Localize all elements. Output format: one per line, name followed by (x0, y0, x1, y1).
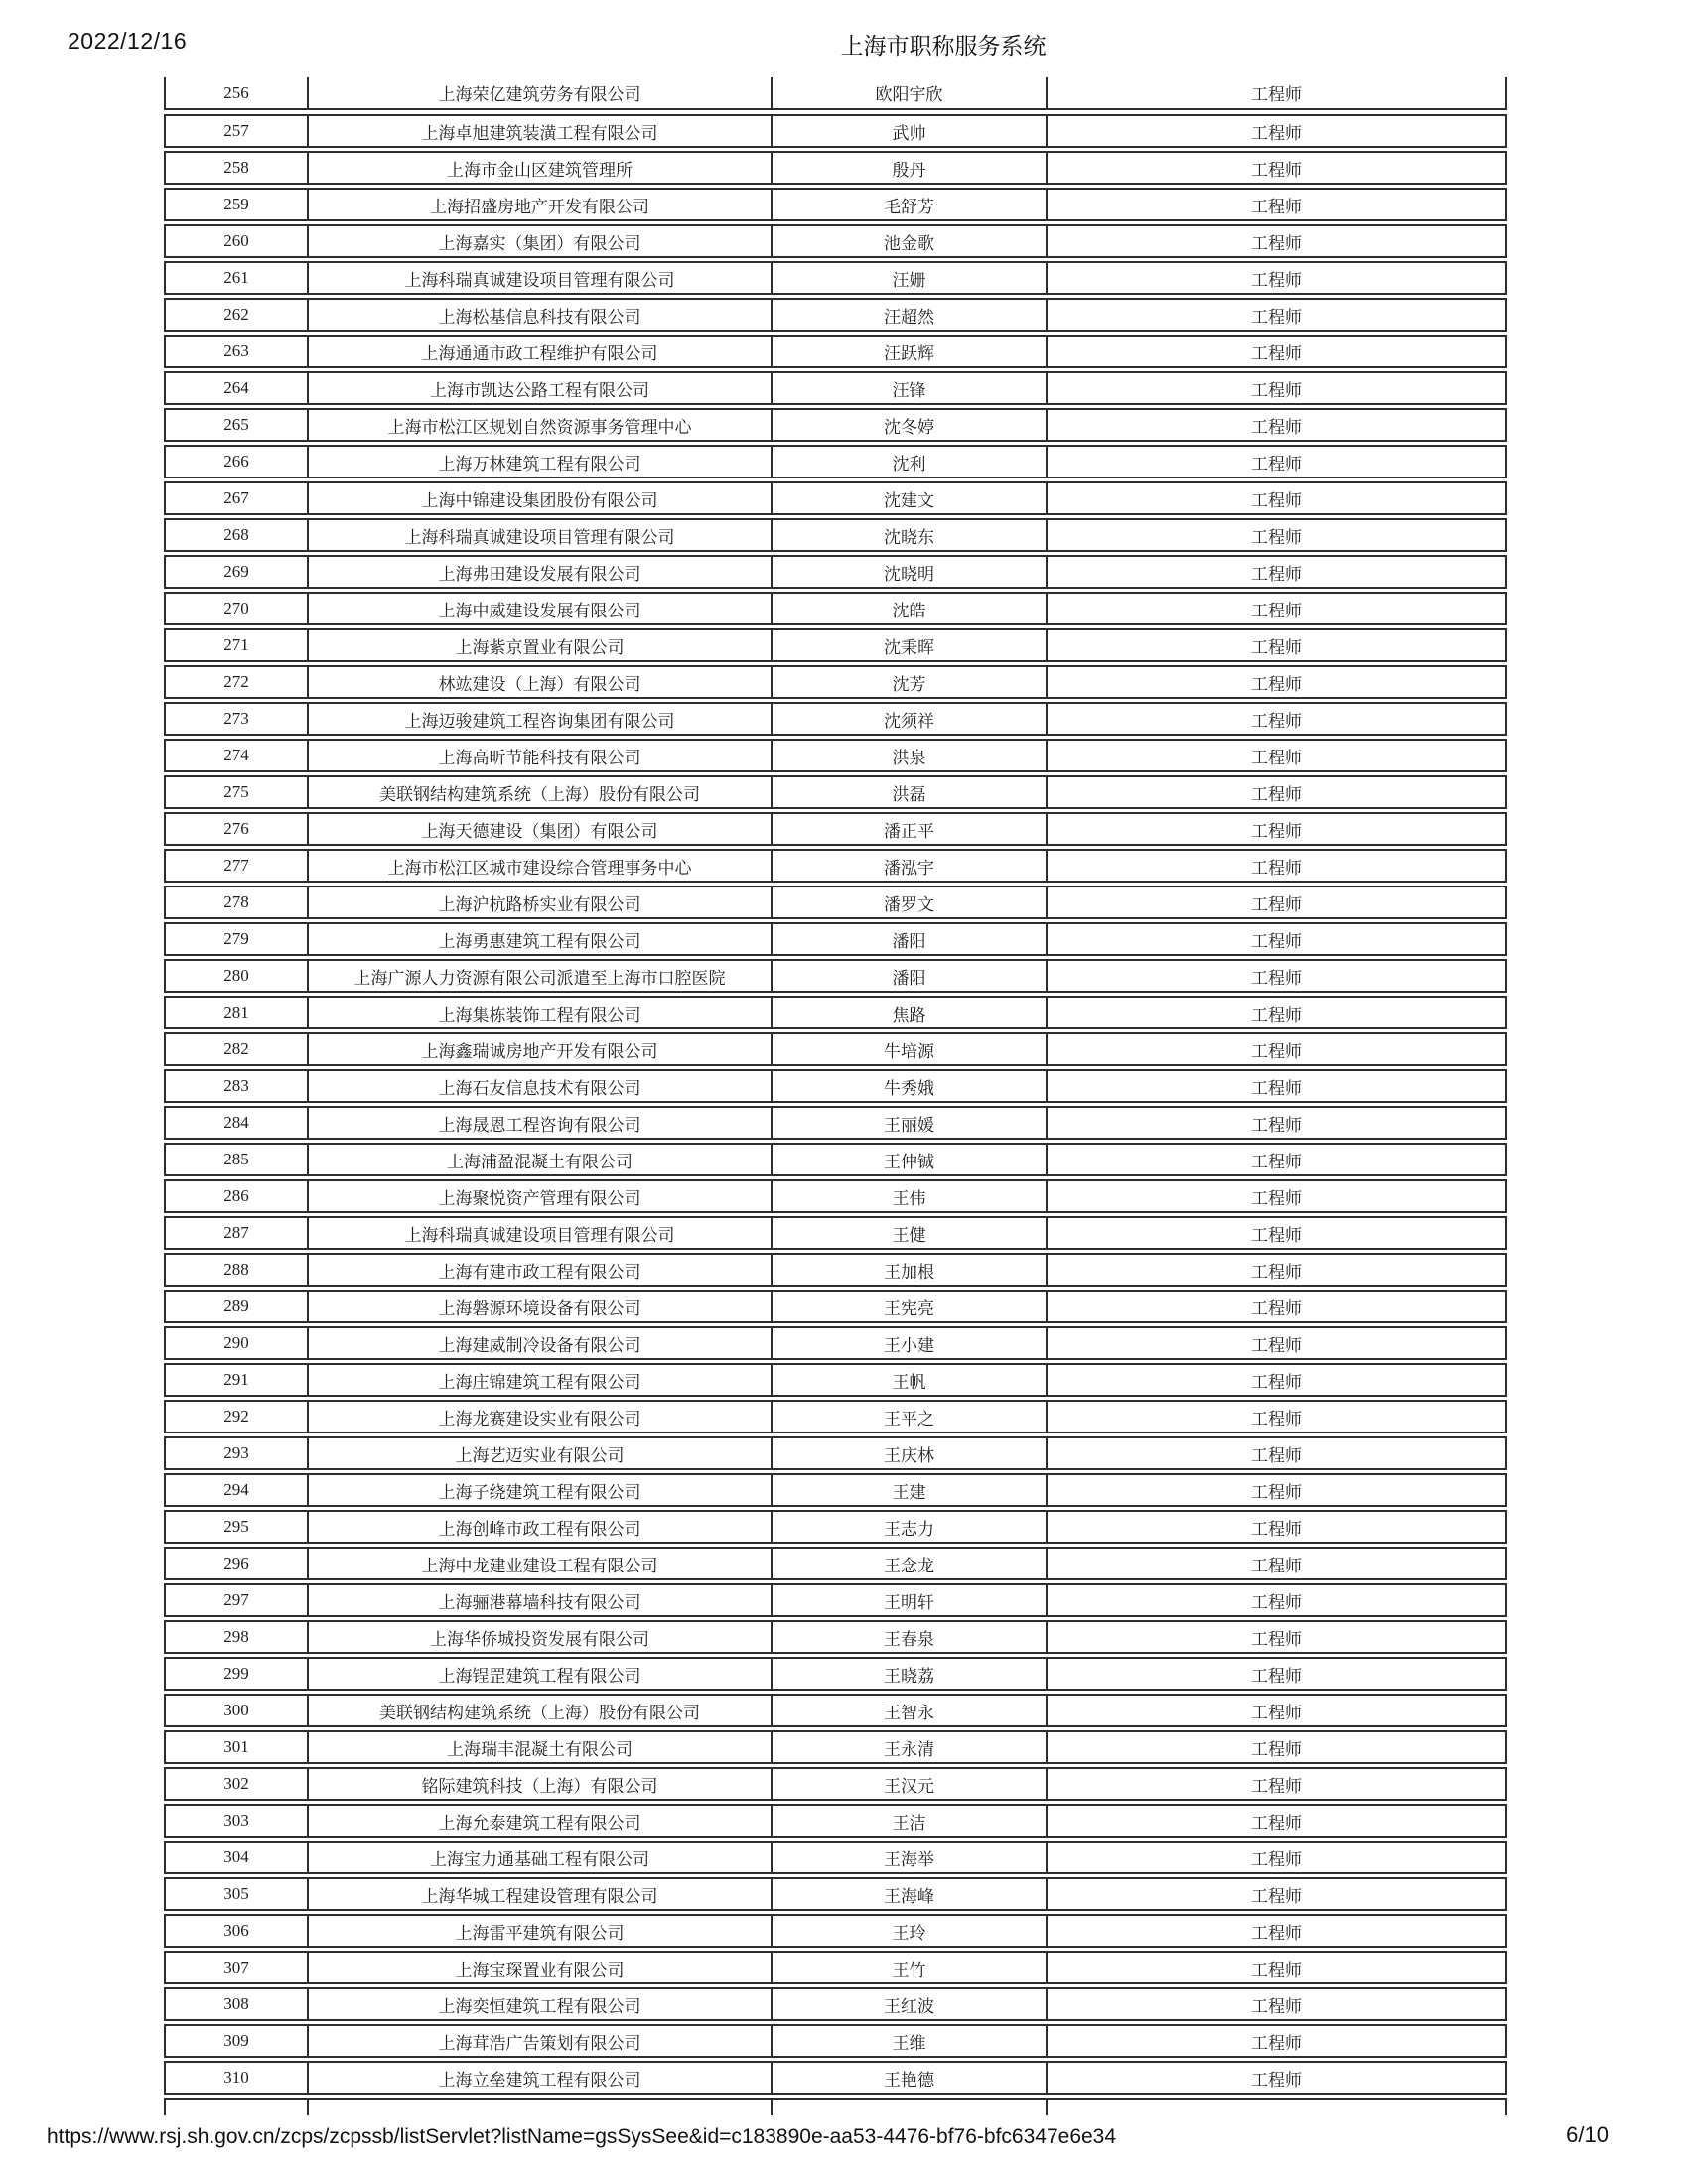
job-title-cell: 工程师 (1046, 188, 1507, 221)
person-name-cell: 牛培源 (771, 1032, 1046, 1066)
row-number-cell: 271 (164, 628, 307, 662)
row-number-cell: 296 (164, 1547, 307, 1580)
table-row (164, 1363, 1507, 1397)
company-cell: 上海锃罡建筑工程有限公司 (307, 1657, 771, 1691)
company-cell: 上海市金山区建筑管理所 (307, 151, 771, 185)
company-cell: 上海艺迈实业有限公司 (307, 1436, 771, 1470)
job-title-cell: 工程师 (1046, 959, 1507, 993)
person-name-cell: 潘正平 (771, 812, 1046, 846)
row-number-cell: 284 (164, 1106, 307, 1140)
person-name-cell: 汪跃辉 (771, 335, 1046, 368)
company-cell: 上海创峰市政工程有限公司 (307, 1510, 771, 1544)
company-cell: 上海瑞丰混凝土有限公司 (307, 1730, 771, 1764)
person-name-cell: 王宪亮 (771, 1290, 1046, 1323)
person-name-cell: 王永清 (771, 1730, 1046, 1764)
table-row (164, 628, 1507, 662)
company-cell: 上海集栋装饰工程有限公司 (307, 996, 771, 1029)
person-name-cell: 武帅 (771, 114, 1046, 148)
person-name-cell: 汪锋 (771, 371, 1046, 405)
person-name-cell: 王海举 (771, 1841, 1046, 1874)
row-number-cell: 281 (164, 996, 307, 1029)
job-title-cell: 工程师 (1046, 335, 1507, 368)
person-name-cell: 王竹 (771, 1951, 1046, 1984)
company-cell: 上海市松江区城市建设综合管理事务中心 (307, 849, 771, 883)
table-row (164, 445, 1507, 478)
partial-next-row (164, 2098, 1507, 2115)
row-number-cell: 285 (164, 1143, 307, 1176)
person-name-cell: 殷丹 (771, 151, 1046, 185)
row-number-cell: 259 (164, 188, 307, 221)
job-title-cell: 工程师 (1046, 1290, 1507, 1323)
job-title-cell: 工程师 (1046, 1547, 1507, 1580)
table-row (164, 1804, 1507, 1838)
person-name-cell: 王红波 (771, 1987, 1046, 2021)
row-number-cell: 283 (164, 1069, 307, 1103)
company-cell: 美联钢结构建筑系统（上海）股份有限公司 (307, 1694, 771, 1727)
job-title-cell: 工程师 (1046, 224, 1507, 258)
person-name-cell: 王海峰 (771, 1877, 1046, 1911)
job-title-cell: 工程师 (1046, 1914, 1507, 1948)
row-number-cell (164, 2098, 307, 2115)
job-title-cell: 工程师 (1046, 1436, 1507, 1470)
company-cell: 上海晟恩工程咨询有限公司 (307, 1106, 771, 1140)
job-title-cell: 工程师 (1046, 1767, 1507, 1801)
company-cell: 上海有建市政工程有限公司 (307, 1253, 771, 1287)
person-name-cell: 沈芳 (771, 665, 1046, 699)
job-title-cell: 工程师 (1046, 1730, 1507, 1764)
row-number-cell: 260 (164, 224, 307, 258)
row-number-cell: 287 (164, 1216, 307, 1250)
table-row (164, 1951, 1507, 1984)
company-cell: 上海中锦建设集团股份有限公司 (307, 481, 771, 515)
company-cell: 上海华城工程建设管理有限公司 (307, 1877, 771, 1911)
job-title-cell: 工程师 (1046, 261, 1507, 295)
person-name-cell: 王健 (771, 1216, 1046, 1250)
table-row (164, 996, 1507, 1029)
table-row (164, 1583, 1507, 1617)
table-row (164, 224, 1507, 258)
table-row (164, 959, 1507, 993)
person-name-cell: 王丽媛 (771, 1106, 1046, 1140)
company-cell: 上海雷平建筑有限公司 (307, 1914, 771, 1948)
job-title-cell: 工程师 (1046, 445, 1507, 478)
job-title-cell: 工程师 (1046, 1841, 1507, 1874)
row-number-cell: 268 (164, 518, 307, 552)
table-row (164, 1914, 1507, 1948)
job-title-cell: 工程师 (1046, 1106, 1507, 1140)
company-cell: 上海中威建设发展有限公司 (307, 592, 771, 625)
job-title-cell: 工程师 (1046, 1987, 1507, 2021)
row-number-cell: 261 (164, 261, 307, 295)
row-number-cell: 299 (164, 1657, 307, 1691)
person-name-cell: 沈利 (771, 445, 1046, 478)
row-number-cell: 301 (164, 1730, 307, 1764)
person-name-cell: 沈晓明 (771, 555, 1046, 589)
table-row (164, 1547, 1507, 1580)
row-number-cell: 294 (164, 1473, 307, 1507)
table-row (164, 481, 1507, 515)
table-row (164, 886, 1507, 919)
company-cell: 上海宝力通基础工程有限公司 (307, 1841, 771, 1874)
company-cell: 上海弗田建设发展有限公司 (307, 555, 771, 589)
table-row (164, 1436, 1507, 1470)
company-cell: 上海科瑞真诚建设项目管理有限公司 (307, 261, 771, 295)
table-row (164, 371, 1507, 405)
row-number-cell: 306 (164, 1914, 307, 1948)
table-row (164, 151, 1507, 185)
person-name-cell: 沈须祥 (771, 702, 1046, 736)
job-title-cell: 工程师 (1046, 849, 1507, 883)
row-number-cell: 288 (164, 1253, 307, 1287)
table-row (164, 2061, 1507, 2095)
row-number-cell: 265 (164, 408, 307, 442)
row-number-cell: 289 (164, 1290, 307, 1323)
row-number-cell: 308 (164, 1987, 307, 2021)
person-name-cell: 王艳德 (771, 2061, 1046, 2095)
job-title-cell: 工程师 (1046, 702, 1507, 736)
person-name-cell: 王维 (771, 2024, 1046, 2058)
row-number-cell: 286 (164, 1179, 307, 1213)
person-name-cell: 王帆 (771, 1363, 1046, 1397)
company-cell: 上海卓旭建筑装潢工程有限公司 (307, 114, 771, 148)
person-name-cell: 沈建文 (771, 481, 1046, 515)
job-title-cell: 工程师 (1046, 555, 1507, 589)
page-title: 上海市职称服务系统 (840, 33, 1047, 59)
table-row (164, 1069, 1507, 1103)
person-name-cell: 沈晓东 (771, 518, 1046, 552)
table-row (164, 1767, 1507, 1801)
row-number-cell: 291 (164, 1363, 307, 1397)
row-number-cell: 274 (164, 739, 307, 772)
row-number-cell: 280 (164, 959, 307, 993)
company-cell: 上海允泰建筑工程有限公司 (307, 1804, 771, 1838)
table-row (164, 298, 1507, 332)
company-cell: 上海石友信息技术有限公司 (307, 1069, 771, 1103)
person-name-cell: 王智永 (771, 1694, 1046, 1727)
company-cell: 上海中龙建业建设工程有限公司 (307, 1547, 771, 1580)
job-title-cell: 工程师 (1046, 1143, 1507, 1176)
table-row (164, 1032, 1507, 1066)
person-name-cell: 潘阳 (771, 922, 1046, 956)
person-name-cell: 王春泉 (771, 1620, 1046, 1654)
table-row (164, 1694, 1507, 1727)
table-row (164, 408, 1507, 442)
table-row (164, 922, 1507, 956)
table-row (164, 555, 1507, 589)
person-name-cell: 王洁 (771, 1804, 1046, 1838)
table-row (164, 1620, 1507, 1654)
person-name-cell: 牛秀娥 (771, 1069, 1046, 1103)
job-title-cell: 工程师 (1046, 886, 1507, 919)
job-title-cell: 工程师 (1046, 996, 1507, 1029)
company-cell: 上海茸浩广告策划有限公司 (307, 2024, 771, 2058)
footer-url: https://www.rsj.sh.gov.cn/zcps/zcpssb/listServlet?listName=gsSysSee&id=c183890e-aa53-4476-bf76-bfc6347e6e34 (47, 2125, 1117, 2148)
row-number-cell: 304 (164, 1841, 307, 1874)
person-name-cell: 汪姗 (771, 261, 1046, 295)
table-row (164, 1657, 1507, 1691)
job-title-cell: 工程师 (1046, 298, 1507, 332)
job-title-cell: 工程师 (1046, 1510, 1507, 1544)
table-row (164, 1473, 1507, 1507)
row-number-cell: 269 (164, 555, 307, 589)
company-cell: 上海磐源环境设备有限公司 (307, 1290, 771, 1323)
job-title-cell: 工程师 (1046, 1583, 1507, 1617)
table-row (164, 1106, 1507, 1140)
row-number-cell: 267 (164, 481, 307, 515)
company-cell: 上海荣亿建筑劳务有限公司 (307, 77, 771, 110)
table-row (164, 1253, 1507, 1287)
job-title-cell: 工程师 (1046, 1657, 1507, 1691)
company-cell: 上海庄锦建筑工程有限公司 (307, 1363, 771, 1397)
person-name-cell: 王伟 (771, 1179, 1046, 1213)
title-roster-table (164, 77, 1507, 2115)
job-title-cell: 工程师 (1046, 812, 1507, 846)
row-number-cell: 298 (164, 1620, 307, 1654)
row-number-cell: 279 (164, 922, 307, 956)
person-name-cell: 王加根 (771, 1253, 1046, 1287)
company-cell: 上海高昕节能科技有限公司 (307, 739, 771, 772)
job-title-cell: 工程师 (1046, 1620, 1507, 1654)
row-number-cell: 282 (164, 1032, 307, 1066)
person-name-cell: 王玲 (771, 1914, 1046, 1948)
job-title-cell: 工程师 (1046, 1032, 1507, 1066)
table-row (164, 1730, 1507, 1764)
row-number-cell: 297 (164, 1583, 307, 1617)
table-row (164, 188, 1507, 221)
person-name-cell: 汪超然 (771, 298, 1046, 332)
row-number-cell: 309 (164, 2024, 307, 2058)
job-title-cell: 工程师 (1046, 922, 1507, 956)
row-number-cell: 272 (164, 665, 307, 699)
row-number-cell: 293 (164, 1436, 307, 1470)
table-row (164, 739, 1507, 772)
person-name-cell: 潘罗文 (771, 886, 1046, 919)
company-cell: 上海松基信息科技有限公司 (307, 298, 771, 332)
job-title-cell: 工程师 (1046, 628, 1507, 662)
person-name-cell: 洪泉 (771, 739, 1046, 772)
company-cell: 上海聚悦资产管理有限公司 (307, 1179, 771, 1213)
person-name-cell: 焦路 (771, 996, 1046, 1029)
table-row (164, 849, 1507, 883)
company-cell: 上海市凯达公路工程有限公司 (307, 371, 771, 405)
row-number-cell: 258 (164, 151, 307, 185)
person-name-cell: 欧阳宇欣 (771, 77, 1046, 110)
table-row (164, 1877, 1507, 1911)
job-title-cell: 工程师 (1046, 1253, 1507, 1287)
table-row (164, 261, 1507, 295)
person-name-cell: 洪磊 (771, 775, 1046, 809)
job-title-cell: 工程师 (1046, 1400, 1507, 1433)
job-title-cell: 工程师 (1046, 1951, 1507, 1984)
job-title-cell: 工程师 (1046, 1804, 1507, 1838)
company-cell: 上海广源人力资源有限公司派遣至上海市口腔医院 (307, 959, 771, 993)
table-row (164, 1143, 1507, 1176)
company-cell: 上海万林建筑工程有限公司 (307, 445, 771, 478)
row-number-cell: 262 (164, 298, 307, 332)
job-title-cell: 工程师 (1046, 1473, 1507, 1507)
table-row (164, 592, 1507, 625)
company-cell: 美联钢结构建筑系统（上海）股份有限公司 (307, 775, 771, 809)
person-name-cell: 王明轩 (771, 1583, 1046, 1617)
job-title-cell: 工程师 (1046, 665, 1507, 699)
table-row (164, 812, 1507, 846)
person-name-cell: 王小建 (771, 1326, 1046, 1360)
row-number-cell: 307 (164, 1951, 307, 1984)
page-number: 6/10 (1566, 2122, 1609, 2147)
person-name-cell: 王志力 (771, 1510, 1046, 1544)
company-cell: 上海立垒建筑工程有限公司 (307, 2061, 771, 2095)
row-number-cell: 300 (164, 1694, 307, 1727)
company-cell: 上海奕恒建筑工程有限公司 (307, 1987, 771, 2021)
table-row (164, 77, 1507, 111)
person-name-cell: 王念龙 (771, 1547, 1046, 1580)
company-cell: 上海紫京置业有限公司 (307, 628, 771, 662)
person-name-cell (771, 2098, 1046, 2115)
company-cell: 上海嘉实（集团）有限公司 (307, 224, 771, 258)
table-row (164, 1510, 1507, 1544)
row-number-cell: 302 (164, 1767, 307, 1801)
print-date: 2022/12/16 (68, 28, 188, 54)
job-title-cell: 工程师 (1046, 481, 1507, 515)
row-number-cell: 264 (164, 371, 307, 405)
person-name-cell: 王庆林 (771, 1436, 1046, 1470)
company-cell: 上海沪杭路桥实业有限公司 (307, 886, 771, 919)
job-title-cell: 工程师 (1046, 775, 1507, 809)
person-name-cell: 王平之 (771, 1400, 1046, 1433)
table-row (164, 1987, 1507, 2021)
company-cell: 上海骊港幕墙科技有限公司 (307, 1583, 771, 1617)
table-row (164, 114, 1507, 148)
person-name-cell: 沈秉晖 (771, 628, 1046, 662)
table-row (164, 1290, 1507, 1323)
job-title-cell: 工程师 (1046, 2024, 1507, 2058)
person-name-cell: 王仲铖 (771, 1143, 1046, 1176)
row-number-cell: 305 (164, 1877, 307, 1911)
company-cell: 上海华侨城投资发展有限公司 (307, 1620, 771, 1654)
table-row (164, 1216, 1507, 1250)
company-cell: 上海招盛房地产开发有限公司 (307, 188, 771, 221)
job-title-cell: 工程师 (1046, 592, 1507, 625)
person-name-cell: 潘泓宇 (771, 849, 1046, 883)
company-cell: 上海科瑞真诚建设项目管理有限公司 (307, 1216, 771, 1250)
job-title-cell: 工程师 (1046, 151, 1507, 185)
row-number-cell: 276 (164, 812, 307, 846)
table-row (164, 518, 1507, 552)
person-name-cell: 毛舒芳 (771, 188, 1046, 221)
person-name-cell: 池金歌 (771, 224, 1046, 258)
person-name-cell: 王汉元 (771, 1767, 1046, 1801)
job-title-cell: 工程师 (1046, 1694, 1507, 1727)
company-cell: 上海浦盈混凝土有限公司 (307, 1143, 771, 1176)
job-title-cell: 工程师 (1046, 1363, 1507, 1397)
table-row (164, 335, 1507, 368)
row-number-cell: 256 (164, 77, 307, 110)
company-cell: 上海迈骏建筑工程咨询集团有限公司 (307, 702, 771, 736)
company-cell: 上海勇惠建筑工程有限公司 (307, 922, 771, 956)
row-number-cell: 277 (164, 849, 307, 883)
job-title-cell: 工程师 (1046, 371, 1507, 405)
table-row (164, 775, 1507, 809)
person-name-cell: 王建 (771, 1473, 1046, 1507)
row-number-cell: 295 (164, 1510, 307, 1544)
table-row (164, 1179, 1507, 1213)
row-number-cell: 270 (164, 592, 307, 625)
company-cell: 铭际建筑科技（上海）有限公司 (307, 1767, 771, 1801)
company-cell: 上海建威制冷设备有限公司 (307, 1326, 771, 1360)
company-cell: 上海子绕建筑工程有限公司 (307, 1473, 771, 1507)
row-number-cell: 263 (164, 335, 307, 368)
job-title-cell: 工程师 (1046, 1179, 1507, 1213)
table-row (164, 1326, 1507, 1360)
row-number-cell: 292 (164, 1400, 307, 1433)
job-title-cell: 工程师 (1046, 77, 1507, 110)
table-row (164, 1400, 1507, 1433)
job-title-cell: 工程师 (1046, 1069, 1507, 1103)
company-cell: 上海宝琛置业有限公司 (307, 1951, 771, 1984)
person-name-cell: 沈皓 (771, 592, 1046, 625)
row-number-cell: 303 (164, 1804, 307, 1838)
row-number-cell: 273 (164, 702, 307, 736)
company-cell: 上海科瑞真诚建设项目管理有限公司 (307, 518, 771, 552)
person-name-cell: 潘阳 (771, 959, 1046, 993)
company-cell: 上海通通市政工程维护有限公司 (307, 335, 771, 368)
row-number-cell: 278 (164, 886, 307, 919)
job-title-cell: 工程师 (1046, 1326, 1507, 1360)
job-title-cell: 工程师 (1046, 739, 1507, 772)
company-cell: 上海天德建设（集团）有限公司 (307, 812, 771, 846)
company-cell: 林竑建设（上海）有限公司 (307, 665, 771, 699)
company-cell (307, 2098, 771, 2115)
company-cell: 上海龙赛建设实业有限公司 (307, 1400, 771, 1433)
job-title-cell: 工程师 (1046, 518, 1507, 552)
table-row (164, 665, 1507, 699)
row-number-cell: 257 (164, 114, 307, 148)
job-title-cell: 工程师 (1046, 408, 1507, 442)
table-row (164, 702, 1507, 736)
table-row (164, 2024, 1507, 2058)
row-number-cell: 290 (164, 1326, 307, 1360)
job-title-cell: 工程师 (1046, 1877, 1507, 1911)
company-cell: 上海市松江区规划自然资源事务管理中心 (307, 408, 771, 442)
row-number-cell: 275 (164, 775, 307, 809)
job-title-cell: 工程师 (1046, 114, 1507, 148)
job-title-cell (1046, 2098, 1507, 2115)
person-name-cell: 王晓荔 (771, 1657, 1046, 1691)
job-title-cell: 工程师 (1046, 1216, 1507, 1250)
job-title-cell: 工程师 (1046, 2061, 1507, 2095)
row-number-cell: 266 (164, 445, 307, 478)
company-cell: 上海鑫瑞诚房地产开发有限公司 (307, 1032, 771, 1066)
row-number-cell: 310 (164, 2061, 307, 2095)
person-name-cell: 沈冬婷 (771, 408, 1046, 442)
table-row (164, 1841, 1507, 1874)
